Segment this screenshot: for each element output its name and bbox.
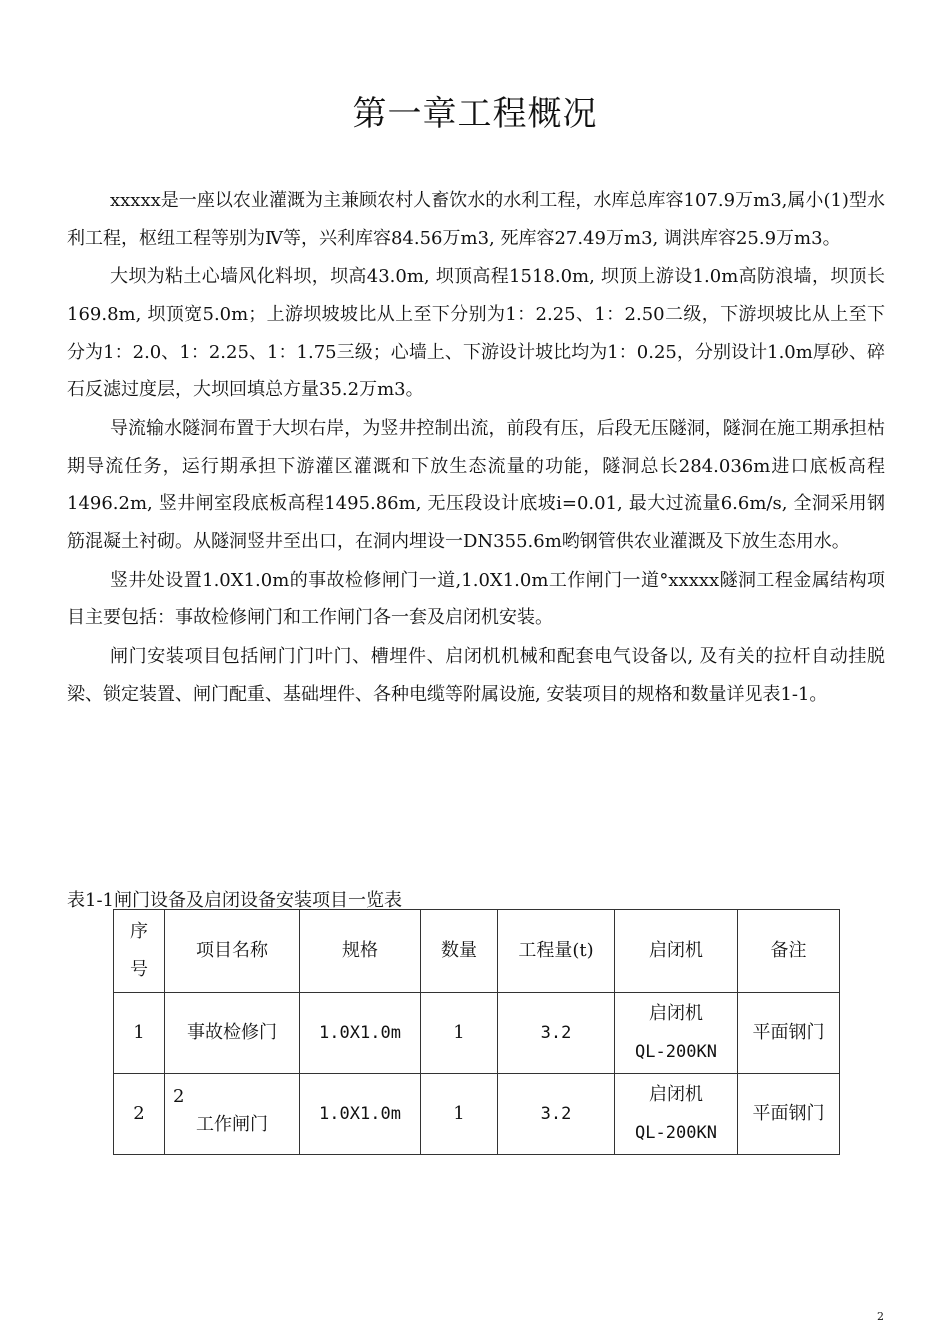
header-no: 序 号 (114, 910, 165, 993)
header-name: 项目名称 (165, 910, 300, 993)
header-spec: 规格 (300, 910, 421, 993)
row-qty: 1 (421, 993, 498, 1074)
row-no: 1 (114, 993, 165, 1074)
row-name: 2 工作闸门 (165, 1074, 300, 1155)
table-header-row (114, 910, 840, 993)
paragraph-installation: 闸门安装项目包括闸门门叶门、槽埋件、启闭机机械和配套电气设备以, 及有关的拉杆自动挂脱梁、锁定装置、闸门配重、基础埋件、各种电缆等附属设施, 安装项目的规格和数量详见表1-1。 (67, 646, 885, 705)
paragraph-dam: 大坝为粘土心墙风化料坝，坝高43.0m, 坝顶高程1518.0m, 坝顶上游设1.0m高防浪墙，坝顶长169.8m, 坝顶宽5.0m；上游坝坡坡比从上至下分别为1：2.25、1：2.50二级，下游坝坡比从上至下分为1：2.0、1：2.25、1：1.75三级；心墙上、下游设计坡比均为1：0.25，分别设计1.0m厚砂、碎石反滤过度层，大坝回填总方量35.2万m3。 (67, 266, 885, 401)
body-text (67, 182, 885, 715)
row-spec: 1.0X1.0m (300, 993, 421, 1074)
chapter-title: 第一章工程概况 (352, 94, 598, 134)
row-work: 3.2 (498, 1074, 615, 1155)
paragraph-gates: 竖井处设置1.0X1.0m的事故检修闸门一道,1.0X1.0m工作闸门一道°xxxxx隧洞工程金属结构项目主要包括：事故检修闸门和工作闸门各一套及启闭机安装。 (67, 569, 885, 629)
row-qty: 1 (421, 1074, 498, 1155)
row-name-mark: 2 (173, 1086, 185, 1107)
table-caption: 表1-1闸门设备及启闭设备安装项目一览表 (67, 890, 402, 911)
table-row (114, 1074, 840, 1155)
row-note: 平面钢门 (738, 1074, 840, 1155)
row-note: 平面钢门 (738, 993, 840, 1074)
row-no: 2 (114, 1074, 165, 1155)
row-hoist: 启闭机 QL-200KN (615, 993, 738, 1074)
equipment-table (113, 909, 840, 1155)
page-number: 2 (877, 1310, 884, 1323)
header-work: 工程量(t) (498, 910, 615, 993)
header-hoist: 启闭机 (615, 910, 738, 993)
paragraph-overview: xxxxx是一座以农业灌溉为主兼顾农村人畜饮水的水利工程，水库总库容107.9万m3,属小(1)型水利工程，枢纽工程等别为Ⅳ等，兴利库容84.56万m3, 死库容27.49万m3, 调洪库容25.9万m3。 (67, 190, 885, 249)
row-spec: 1.0X1.0m (300, 1074, 421, 1155)
paragraph-tunnel: 导流输水隧洞布置于大坝右岸，为竖井控制出流，前段有压，后段无压隧洞，隧洞在施工期承担枯期导流任务，运行期承担下游灌区灌溉和下放生态流量的功能，隧洞总长284.036m进口底板高程1496.2m, 竖井闸室段底板高程1495.86m, 无压段设计底坡i=0.01, 最大过流量6.6m/s, 全洞采用钢筋混凝土衬砌。从隧洞竖井至出口，在洞内埋设一DN355.6m哟钢管供农业灌溉及下放生态用水。 (67, 418, 885, 552)
row-hoist: 启闭机 QL-200KN (615, 1074, 738, 1155)
row-name: 事故检修门 (165, 993, 300, 1074)
row-work: 3.2 (498, 993, 615, 1074)
header-note: 备注 (738, 910, 840, 993)
table-row (114, 993, 840, 1074)
header-qty: 数量 (421, 910, 498, 993)
